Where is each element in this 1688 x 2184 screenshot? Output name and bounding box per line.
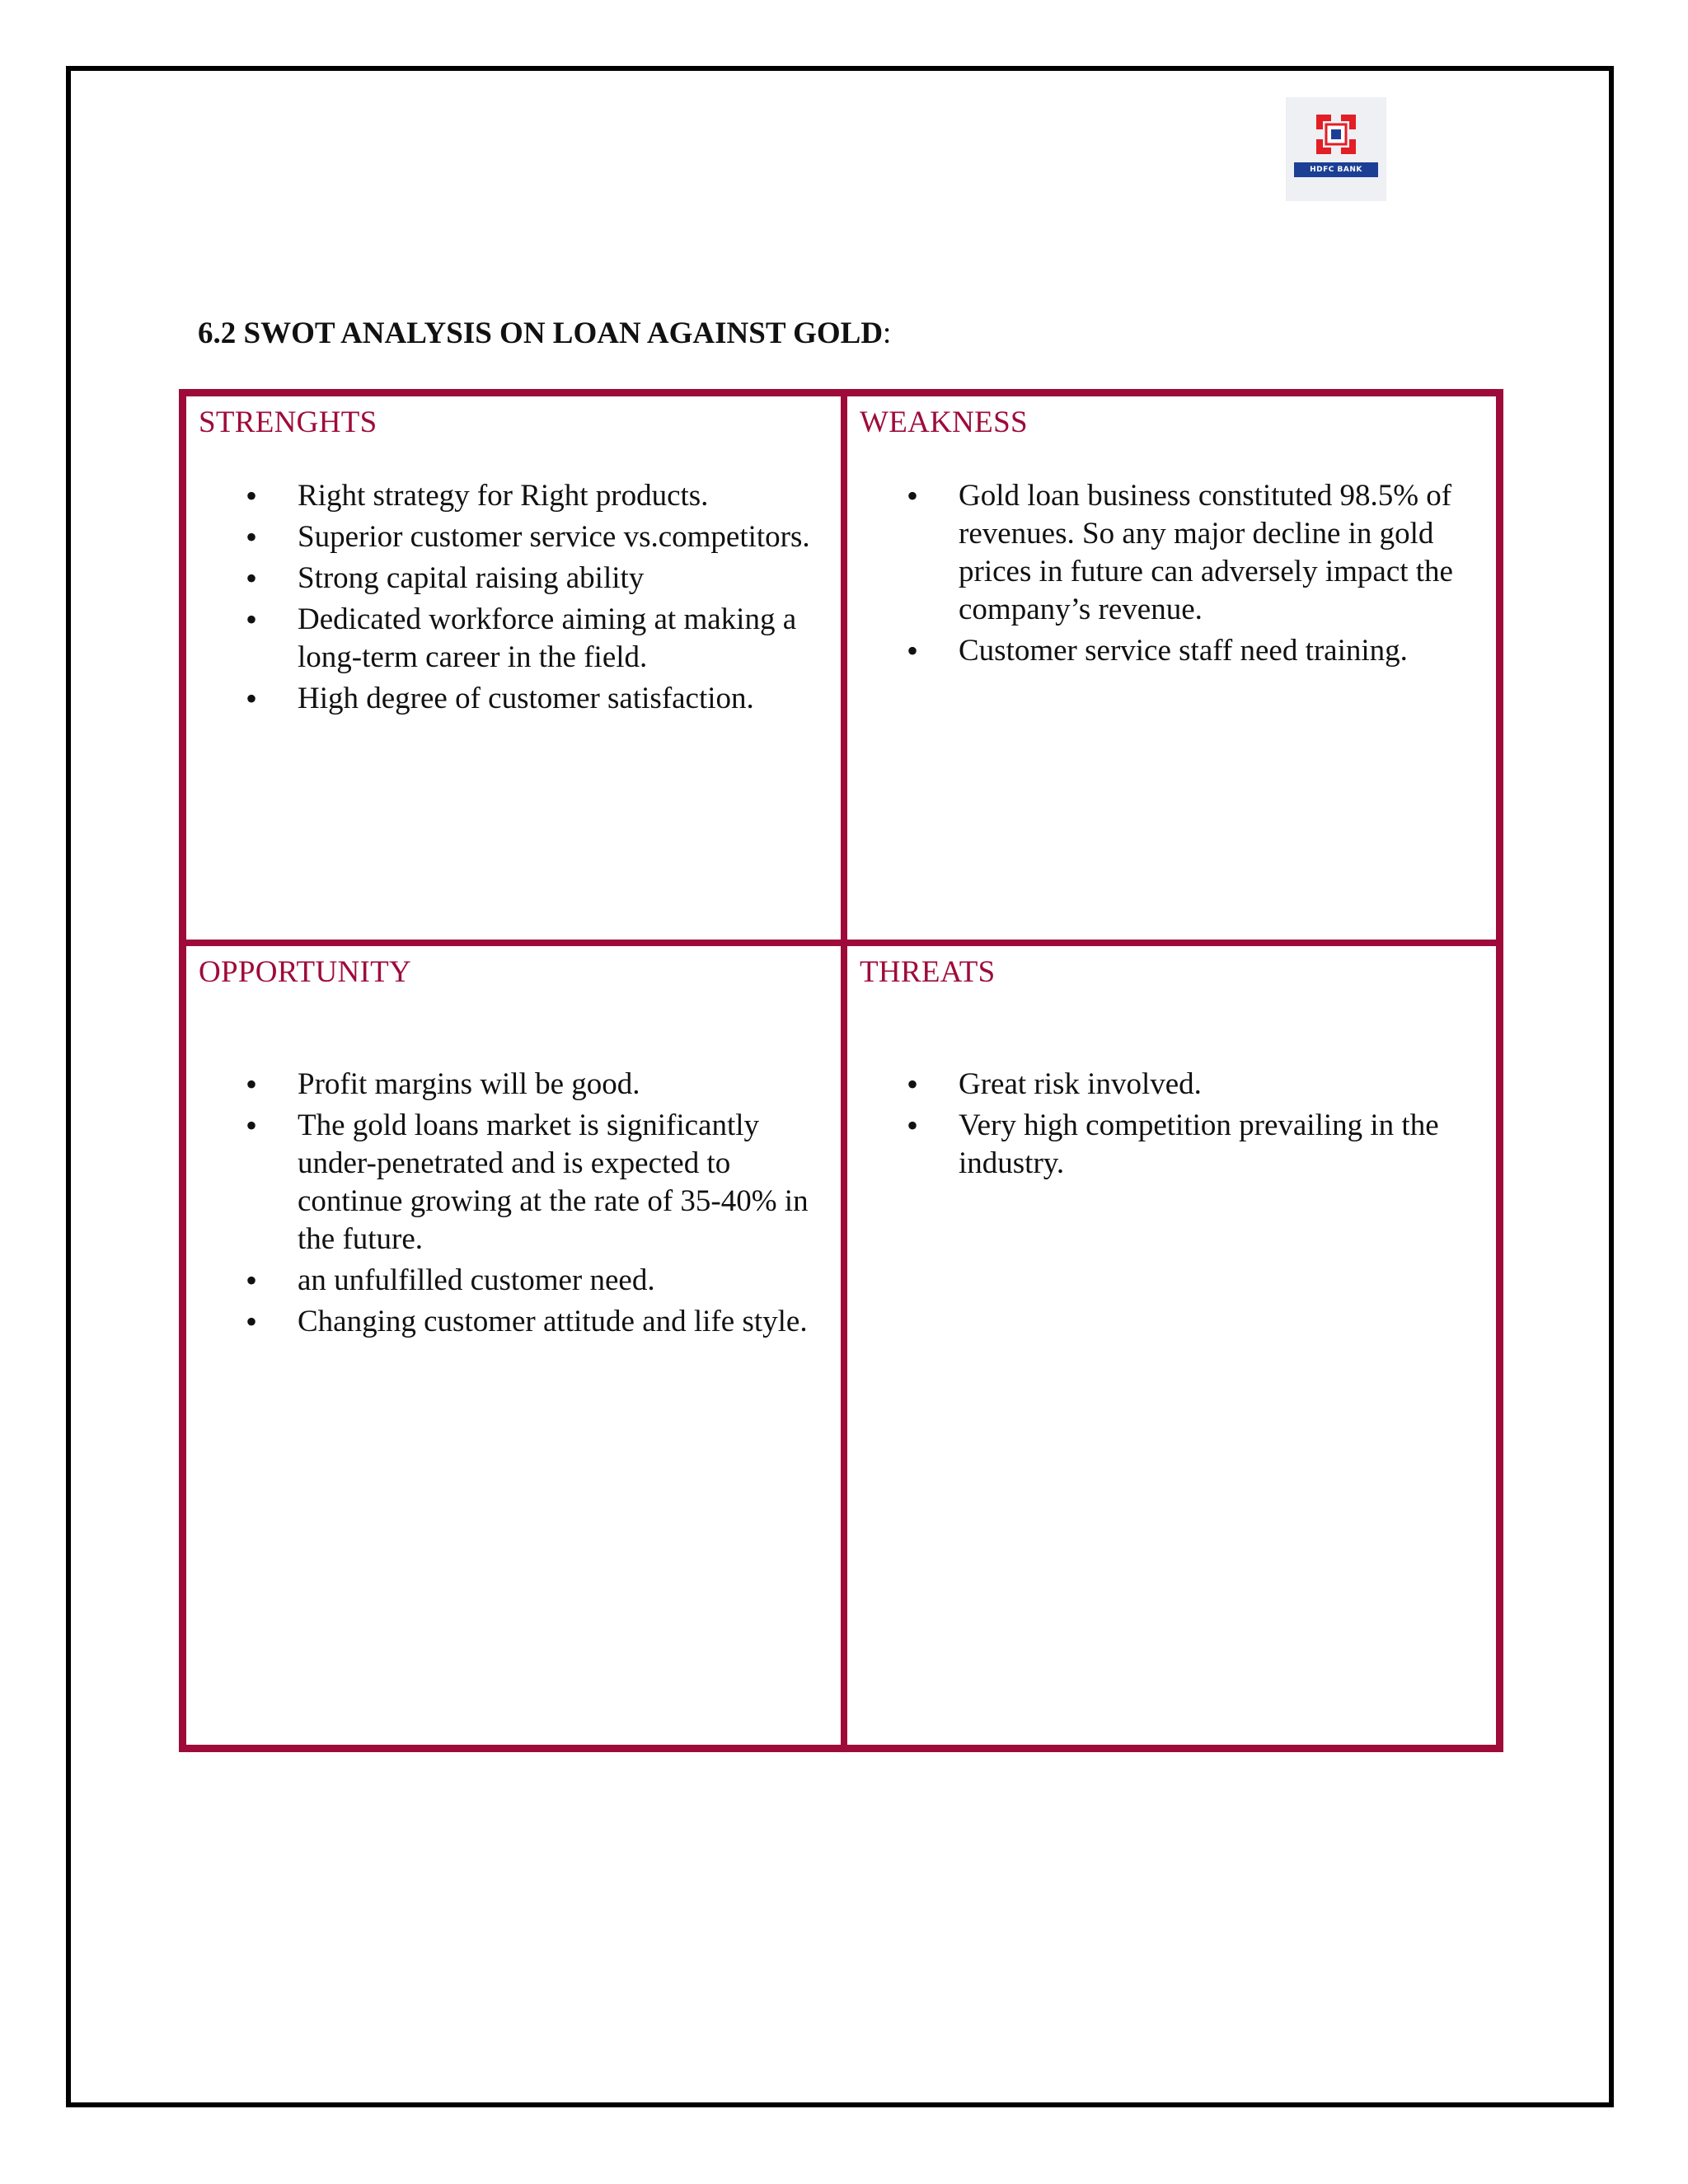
hdfc-bank-logo <box>1286 97 1386 201</box>
strengths-list <box>186 477 841 721</box>
list-item: • Customer service staff need training. <box>847 632 1496 670</box>
threats-title: THREATS <box>860 955 996 989</box>
list-item: • Right strategy for Right products. <box>186 477 841 515</box>
heading-colon: : <box>883 316 892 350</box>
list-item: • Superior customer service vs.competitors. <box>186 518 841 556</box>
strengths-quadrant <box>186 396 841 940</box>
hdfc-logo-mark-icon <box>1313 111 1359 157</box>
threats-list <box>847 1066 1496 1186</box>
list-item: • Changing customer attitude and life style. <box>186 1303 841 1341</box>
opportunity-quadrant <box>186 946 841 1745</box>
list-item: • Great risk involved. <box>847 1066 1496 1104</box>
list-item: • Very high competition prevailing in the industry. <box>847 1107 1496 1183</box>
list-item: • High degree of customer satisfaction. <box>186 680 841 718</box>
weakness-title: WEAKNESS <box>860 405 1028 439</box>
opportunity-title: OPPORTUNITY <box>199 955 412 989</box>
list-item: • Dedicated workforce aiming at making a long-term career in the field. <box>186 601 841 677</box>
list-item: • Gold loan business constituted 98.5% of revenues. So any major decline in gold prices in future can adversely impact the company’s revenue. <box>847 477 1496 629</box>
grid-vertical-divider <box>841 396 847 1745</box>
weakness-list <box>847 477 1496 673</box>
weakness-quadrant <box>847 396 1496 940</box>
swot-grid <box>179 389 1503 1752</box>
page-heading <box>198 316 891 351</box>
opportunity-list <box>186 1066 841 1344</box>
grid-horizontal-divider <box>186 940 1496 946</box>
list-item: • Strong capital raising ability <box>186 560 841 598</box>
threats-quadrant <box>847 946 1496 1745</box>
strengths-title: STRENGHTS <box>199 405 377 439</box>
list-item: • an unfulfilled customer need. <box>186 1262 841 1300</box>
list-item: • The gold loans market is significantly under-penetrated and is expected to continue growing at the rate of 35-40% in the future. <box>186 1107 841 1258</box>
list-item: • Profit margins will be good. <box>186 1066 841 1104</box>
heading-title: 6.2 SWOT ANALYSIS ON LOAN AGAINST GOLD <box>198 316 884 350</box>
logo-text: HDFC BANK <box>1294 162 1378 177</box>
